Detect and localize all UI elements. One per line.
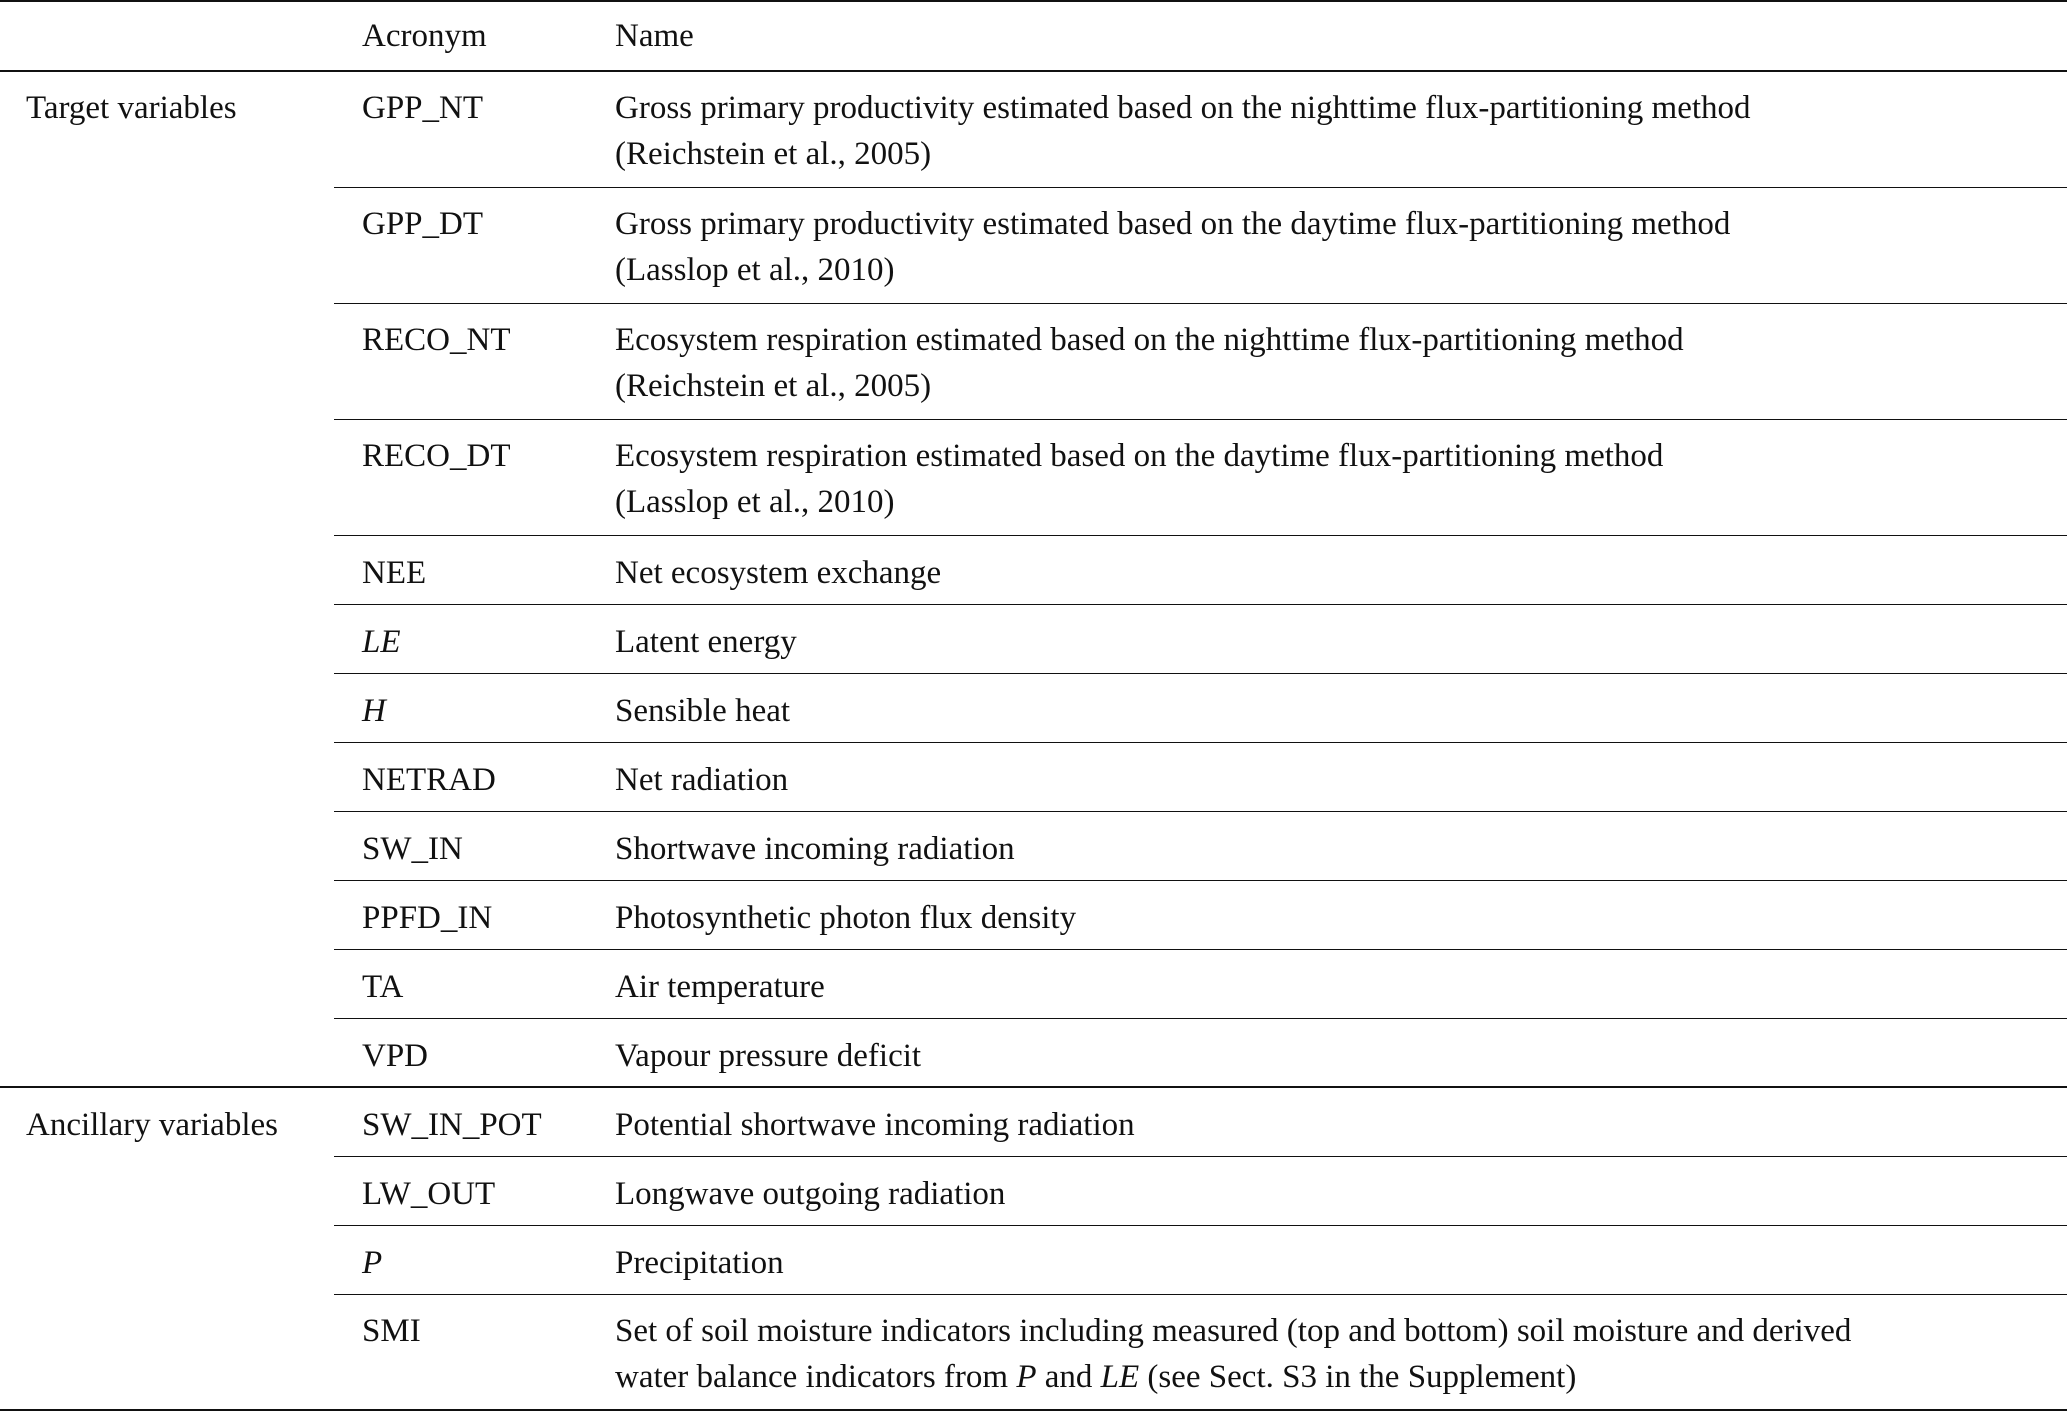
acronym-cell: NETRAD <box>334 742 587 811</box>
name-line: Set of soil moisture indicators including measured (top and bottom) soil moisture and derived <box>615 1312 1852 1349</box>
acronym-cell: LW_OUT <box>334 1156 587 1225</box>
acronym-cell: SW_IN_POT <box>334 1087 587 1156</box>
name-cell: Vapour pressure deficit <box>587 1018 2067 1087</box>
table-row <box>0 303 2067 419</box>
table-row <box>0 535 2067 604</box>
group-label-ancillary: Ancillary variables <box>26 1107 278 1143</box>
table-row <box>0 673 2067 742</box>
name-citation: (Reichstein et al., 2005) <box>615 367 932 404</box>
table-row <box>0 1087 2067 1156</box>
acronym-cell: GPP_DT <box>334 187 587 303</box>
name-cell: Longwave outgoing radiation <box>587 1156 2067 1225</box>
table-row <box>0 880 2067 949</box>
header-group <box>0 1 334 71</box>
name-line: Ecosystem respiration estimated based on the daytime flux-partitioning method <box>615 437 1664 474</box>
name-cell: Net ecosystem exchange <box>587 535 2067 604</box>
acronym-cell: GPP_NT <box>334 71 587 187</box>
name-citation: (Lasslop et al., 2010) <box>615 251 895 288</box>
name-cell: Sensible heat <box>587 673 2067 742</box>
table-row <box>0 604 2067 673</box>
name-line: Gross primary productivity estimated based on the daytime flux-partitioning method <box>615 205 1731 242</box>
table-header-row <box>0 1 2067 71</box>
name-cell: Shortwave incoming radiation <box>587 811 2067 880</box>
acronym-cell: TA <box>334 949 587 1018</box>
name-cell: Air temperature <box>587 949 2067 1018</box>
name-line: Gross primary productivity estimated based on the nighttime flux-partitioning method <box>615 90 1751 126</box>
acronym-cell: H <box>334 673 587 742</box>
name-line-2: water balance indicators from P and LE (see Sect. S3 in the Supplement) <box>615 1358 1577 1395</box>
name-cell: Latent energy <box>587 604 2067 673</box>
name-cell: Precipitation <box>587 1225 2067 1294</box>
acronym-cell: P <box>334 1225 587 1294</box>
name-cell: Net radiation <box>587 742 2067 811</box>
name-citation: (Reichstein et al., 2005) <box>615 136 932 172</box>
acronym-cell: SMI <box>334 1294 587 1410</box>
name-cell <box>587 1294 2067 1410</box>
name-cell: Photosynthetic photon flux density <box>587 880 2067 949</box>
name-cell <box>587 303 2067 419</box>
table-row <box>0 1294 2067 1410</box>
acronym-cell: PPFD_IN <box>334 880 587 949</box>
group-label-target: Target variables <box>26 90 237 126</box>
header-name: Name <box>615 17 694 54</box>
table-row <box>0 811 2067 880</box>
name-cell <box>587 419 2067 535</box>
acronym-cell: RECO_NT <box>334 303 587 419</box>
header-acronym: Acronym <box>362 17 487 54</box>
table-row <box>0 949 2067 1018</box>
table-row <box>0 1156 2067 1225</box>
table-row <box>0 419 2067 535</box>
acronym-cell: VPD <box>334 1018 587 1087</box>
acronym-cell: RECO_DT <box>334 419 587 535</box>
name-line: Ecosystem respiration estimated based on the nighttime flux-partitioning method <box>615 321 1684 358</box>
acronym-cell: NEE <box>334 535 587 604</box>
table-row <box>0 187 2067 303</box>
table-row <box>0 1225 2067 1294</box>
name-citation: (Lasslop et al., 2010) <box>615 483 895 520</box>
name-cell <box>587 71 2067 187</box>
acronym-cell: SW_IN <box>334 811 587 880</box>
table-row <box>0 71 2067 187</box>
name-cell <box>587 187 2067 303</box>
table-row <box>0 1018 2067 1087</box>
acronym-cell: LE <box>334 604 587 673</box>
name-cell: Potential shortwave incoming radiation <box>587 1087 2067 1156</box>
table-row <box>0 742 2067 811</box>
